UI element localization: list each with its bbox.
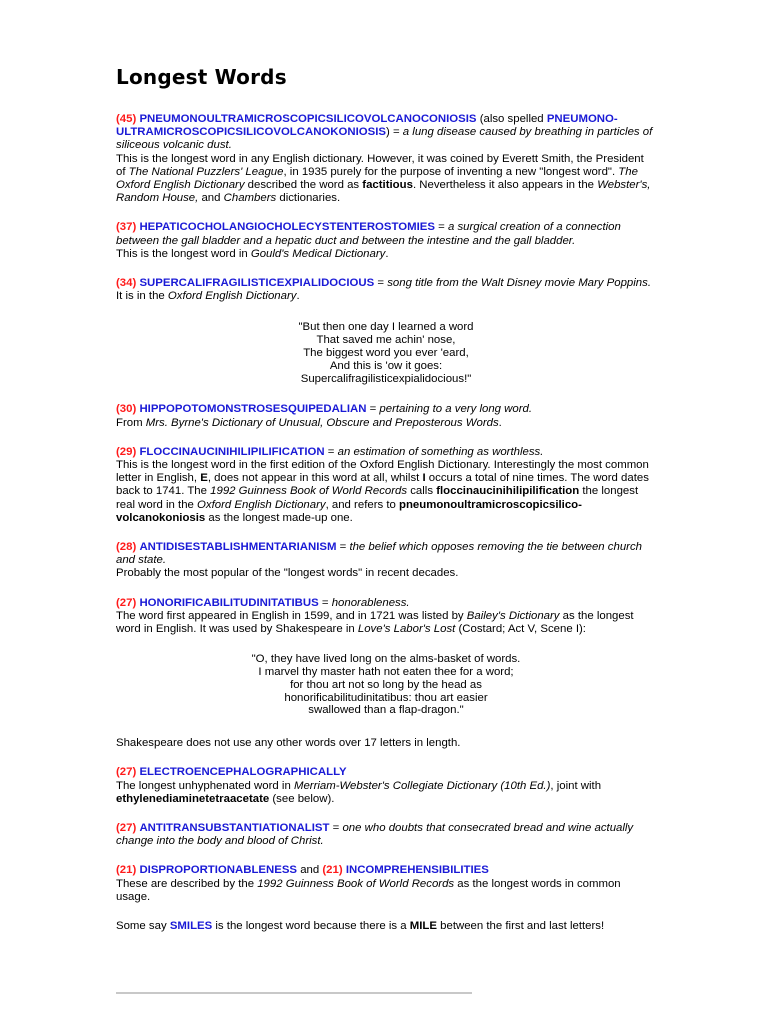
italic-text: The Oxford English Dictionary — [116, 165, 638, 192]
entry-description — [116, 290, 656, 303]
page-title: Longest Words — [116, 65, 287, 89]
text: , in 1935 purely for the purpose of inventing a new "longest word". — [283, 165, 619, 178]
entry-antidis — [116, 541, 656, 581]
definition: honorableness. — [331, 596, 410, 609]
entry-description — [116, 780, 656, 806]
bold-text: pneumonoultramicroscopicsilico-volcanokoniosis — [116, 498, 582, 524]
entry-honorific — [116, 597, 656, 637]
italic-text: Mrs. Byrne's Dictionary of Unusual, Obscure and Preposterous Words — [145, 416, 499, 429]
text: dictionaries. — [276, 192, 341, 205]
definition: a lung disease caused by breathing in particles of siliceous volcanic dust. — [116, 126, 653, 152]
italic-text: 1992 Guinness Book of World Records — [210, 485, 408, 498]
entry-heading — [116, 113, 656, 153]
entry-description — [116, 248, 656, 261]
letter-count: (30) — [116, 403, 137, 416]
text: described the word as — [244, 179, 363, 192]
entry-heading — [116, 541, 656, 567]
letter-count: (27) — [116, 596, 137, 609]
bold-text: floccinaucinihilipilification — [436, 485, 580, 498]
italic-text: Love's Labor's Lost — [357, 623, 456, 636]
definition: a surgical creation of a connection between the gall bladder and a hepatic duct and between the intestine and the gall bladder. — [116, 221, 621, 247]
quote-line: Supercalifragilisticexpialidocious!" — [300, 372, 472, 385]
text: These are described by the — [116, 877, 258, 890]
entry-word: INCOMPREHENSIBILITIES — [345, 864, 489, 877]
text: This is the longest word in the first edition of the Oxford English Dictionary. Interestingly the most common letter in English, — [116, 459, 649, 485]
quote-line: for thou art not so long by the head as — [290, 678, 482, 691]
text: as the longest word in English. It was used by Shakespeare in — [116, 609, 634, 636]
entry-word: DISPROPORTIONABLENESS — [139, 864, 298, 877]
text: It is in the — [116, 290, 168, 303]
italic-text: Merriam-Webster's Collegiate Dictionary (10th Ed.) — [293, 779, 551, 792]
letter-count: (21) — [116, 864, 137, 877]
text: = — [329, 822, 343, 835]
letter-count: (45) — [116, 113, 137, 125]
text: = — [366, 403, 380, 416]
text: the longest real word in the — [116, 485, 639, 511]
entry-word: ANTITRANSUBSTANTIATIONALIST — [139, 822, 330, 835]
entry-hepatico — [116, 221, 656, 261]
definition: pertaining to a very long word. — [379, 403, 533, 416]
entry-description — [116, 153, 656, 206]
entry-description: Probably the most popular of the "longest words" in recent decades. — [116, 567, 459, 580]
letter-count: (27) — [116, 822, 137, 835]
quote-line: "But then one day I learned a word — [298, 321, 474, 334]
entry-description — [116, 459, 656, 525]
bold-text: factitious — [362, 179, 413, 192]
quote-line: And this is 'ow it goes: — [329, 359, 443, 372]
entry-word: PNEUMONOULTRAMICROSCOPICSILICOVOLCANOCONIOSIS — [139, 113, 477, 125]
text: (Costard; Act V, Scene I): — [455, 623, 586, 636]
entry-word: HONORIFICABILITUDINITATIBUS — [139, 596, 319, 609]
italic-text: Chambers — [223, 192, 277, 205]
entry-antitrans — [116, 822, 656, 848]
text: The word first appeared in English in 1599, and in 1721 was listed by — [116, 609, 467, 622]
quote-line: swallowed than a flap-dragon." — [308, 704, 464, 717]
italic-text: Oxford English Dictionary — [167, 290, 297, 303]
entry-heading — [116, 597, 656, 610]
text: is the longest word because there is a — [212, 920, 410, 933]
letter-count: (21) — [322, 864, 343, 877]
entry-heading — [116, 277, 656, 290]
text: , and refers to — [325, 498, 400, 511]
entry-word: ELECTROENCEPHALOGRAPHICALLY — [139, 766, 347, 779]
entry-pneumono — [116, 113, 656, 205]
text: as the longest made-up one. — [205, 511, 353, 524]
text: occurs a total of nine times. The word dates back to 1741. The — [116, 472, 649, 498]
text: = — [374, 277, 388, 290]
letter-count: (28) — [116, 541, 137, 554]
text: The longest unhyphenated word in — [116, 779, 294, 792]
entry-disproportion — [116, 864, 656, 904]
text: . Nevertheless it also appears in the — [412, 179, 598, 192]
text: = — [336, 541, 350, 554]
italic-text: Oxford English Dictionary — [197, 498, 326, 511]
italic-text: Webster's, Random House, — [116, 179, 651, 205]
entry-word: ANTIDISESTABLISHMENTARIANISM — [139, 541, 337, 554]
definition: the belief which opposes removing the tie between church and state. — [116, 541, 642, 567]
quote-line: I marvel thy master hath not eaten thee for a word; — [258, 666, 514, 679]
entry-heading — [116, 221, 656, 247]
entry-heading — [116, 446, 656, 459]
letter-count: (37) — [116, 221, 137, 234]
text: and — [198, 192, 224, 205]
italic-text: Bailey's Dictionary — [466, 609, 560, 622]
letter-count: (29) — [116, 445, 137, 458]
definition: one who doubts that consecrated bread and wine actually change into the body and blood of Christ. — [116, 822, 634, 848]
text: ) = — [386, 126, 403, 139]
text: = — [324, 445, 338, 458]
quote-line: honorificabilitudinitatibus: thou art easier — [284, 691, 488, 704]
definition: an estimation of something as worthless. — [337, 445, 544, 458]
entry-heading — [116, 766, 656, 779]
song-quote — [116, 321, 656, 385]
text: . — [498, 416, 502, 429]
footer-divider — [116, 992, 472, 994]
entry-word: SUPERCALIFRAGILISTICEXPIALIDOCIOUS — [139, 277, 375, 290]
entry-supercali — [116, 277, 656, 303]
letter-count: (27) — [116, 766, 137, 779]
italic-text: Gould's Medical Dictionary — [250, 247, 386, 260]
bold-text: ethylenediaminetetraacetate — [116, 792, 270, 805]
entry-word: FLOCCINAUCINIHILIPILIFICATION — [139, 445, 325, 458]
smiles-joke — [116, 920, 656, 933]
entry-description — [116, 878, 656, 904]
text: and — [297, 864, 323, 877]
entry-heading — [116, 864, 656, 877]
shakespeare-note: Shakespeare does not use any other words over 17 letters in length. — [116, 737, 461, 750]
letter-count: (34) — [116, 277, 137, 290]
text: From — [116, 416, 146, 429]
text: = — [318, 596, 332, 609]
quote-line: That saved me achin' nose, — [316, 334, 456, 347]
text: This is the longest word in — [116, 247, 251, 260]
text: (also spelled — [476, 113, 547, 125]
definition: song title from the Walt Disney movie Mary Poppins. — [387, 277, 651, 290]
entry-electro — [116, 766, 656, 806]
document-page — [116, 64, 656, 949]
text: as the longest words in common usage. — [116, 877, 621, 903]
bold-text: E — [200, 472, 208, 485]
shakespeare-quote — [116, 653, 656, 717]
text: . — [296, 290, 300, 303]
quote-line: The biggest word you ever 'eard, — [303, 347, 469, 360]
entry-word: SMILES — [169, 920, 213, 933]
italic-text: 1992 Guinness Book of World Records — [257, 877, 455, 890]
text: calls — [407, 485, 437, 498]
text: , does not appear in this word at all, whilst — [207, 472, 423, 485]
text: between the first and last letters! — [437, 920, 605, 933]
entry-floccinauci — [116, 446, 656, 525]
text: . — [385, 247, 389, 260]
entry-word: HIPPOPOTOMONSTROSESQUIPEDALIAN — [139, 403, 367, 416]
entry-word: HEPATICOCHOLANGIOCHOLECYSTENTEROSTOMIES — [139, 221, 435, 234]
italic-text: The National Puzzlers' League — [128, 165, 284, 178]
entry-heading — [116, 822, 656, 848]
text: This is the longest word in any English dictionary. However, it was coined by Everett Smith, the President of — [116, 152, 644, 178]
bold-text: MILE — [409, 920, 437, 933]
alternate-spelling: PNEUMONO-ULTRAMICROSCOPICSILICOVOLCANOKONIOSIS — [116, 113, 618, 139]
text: , joint with — [550, 779, 602, 792]
text: = — [434, 221, 448, 234]
entry-description — [116, 610, 656, 636]
entry-heading — [116, 403, 656, 416]
text: (see below). — [269, 792, 335, 805]
text: Some say — [116, 920, 170, 933]
entry-description — [116, 417, 656, 430]
entry-hippopoto — [116, 403, 656, 429]
quote-line: "O, they have lived long on the alms-basket of words. — [251, 653, 521, 666]
bold-text: I — [422, 472, 426, 485]
